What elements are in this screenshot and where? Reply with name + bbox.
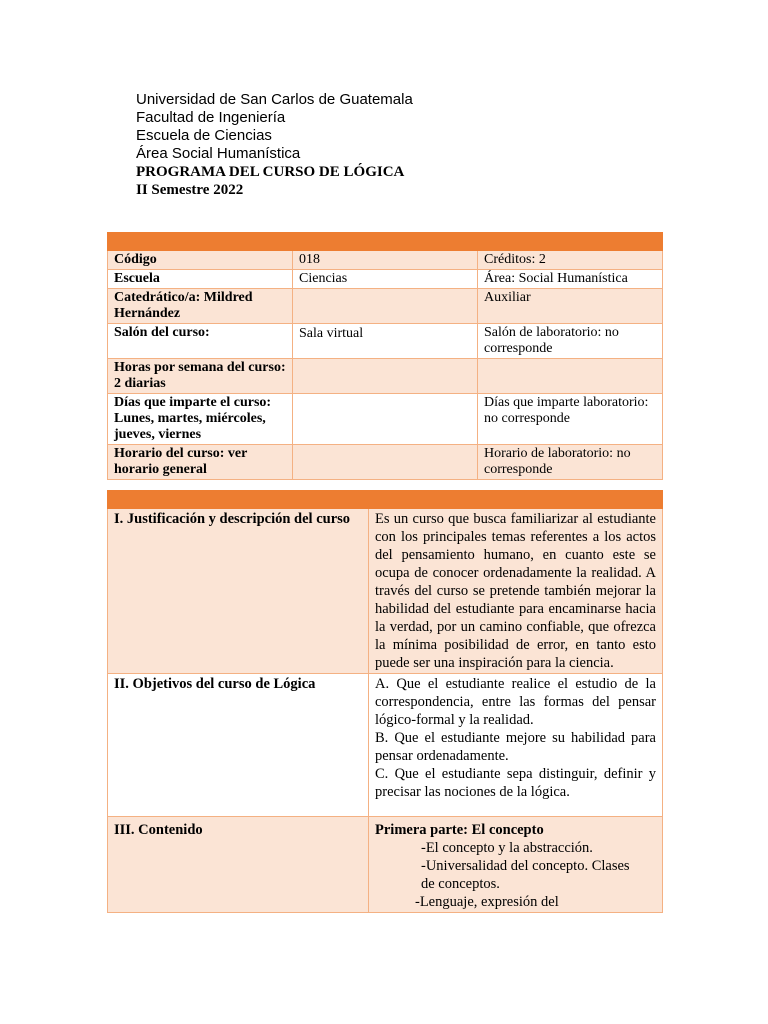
course-info-table [107,232,663,480]
table-row [108,445,663,480]
content-cell [369,817,663,913]
school-name: Escuela de Ciencias [136,127,272,144]
info-cell: Días que imparte laboratorio: no corresponde [478,394,663,445]
justification-label: I. Justificación y descripción del curso [108,509,369,674]
content-item: -El concepto y la abstracción. [421,840,593,856]
info-cell [478,359,663,394]
university-name: Universidad de San Carlos de Guatemala [136,91,413,108]
info-cell: Salón de laboratorio: no corresponde [478,324,663,359]
table-row [108,394,663,445]
info-cell [293,289,478,324]
content-label: III. Contenido [108,817,369,913]
info-cell [293,359,478,394]
table-row [108,289,663,324]
faculty-name: Facultad de Ingeniería [136,109,286,126]
table-row [108,674,663,817]
objectives-label: II. Objetivos del curso de Lógica [108,674,369,817]
table-row [108,251,663,270]
objective-c: C. Que el estudiante sepa distinguir, definir y precisar las nociones de la lógica. [375,766,656,800]
info-cell [293,445,478,480]
table-row [108,270,663,289]
table-row [108,817,663,913]
info-cell: Ciencias [293,270,478,289]
program-title: PROGRAMA DEL CURSO DE LÓGICA [136,164,405,180]
info-cell: Salón del curso: [108,324,293,359]
info-cell: Área: Social Humanística [478,270,663,289]
info-cell: 018 [293,251,478,270]
table-row [108,324,663,359]
table-header-bar [108,233,663,251]
part-title: Primera parte: El concepto [375,822,544,838]
table-row [108,359,663,394]
table-header-bar [108,491,663,509]
info-cell: Escuela [108,270,293,289]
info-cell: Horario del curso: ver horario general [108,445,293,480]
objectives-cell [369,674,663,817]
info-cell: Créditos: 2 [478,251,663,270]
info-cell: Catedrático/a: Mildred Hernández [108,289,293,324]
objective-a: A. Que el estudiante realice el estudio de la correspondencia, entre las formas del pensar lógico-formal y la realidad. [375,676,656,728]
area-name: Área Social Humanística [136,145,301,162]
info-cell [293,394,478,445]
table-row [108,509,663,674]
info-cell: Código [108,251,293,270]
info-cell: Horario de laboratorio: no corresponde [478,445,663,480]
justification-text: Es un curso que busca familiarizar al estudiante con los principales temas referentes a los actos del pensamiento humano, en cuanto este se ocupa de conocer ordenadamente la realidad. A través del curso se pretende también mejorar la habilidad del estudiante para encaminarse hacia la verdad, por un camino confiable, que ofrezca la mínima posibilidad de error, en tanto esto puede ser una inspiración para la ciencia. [369,509,663,674]
info-cell: Horas por semana del curso: 2 diarias [108,359,293,394]
semester-label: II Semestre 2022 [136,182,244,198]
content-item: -Lenguaje, expresión del [415,894,559,910]
document-header [136,91,413,199]
objective-b: B. Que el estudiante mejore su habilidad para pensar ordenadamente. [375,730,656,764]
info-cell: Sala virtual [293,324,478,359]
info-cell: Auxiliar [478,289,663,324]
course-content-table [107,490,663,913]
content-item: -Universalidad del concepto. Clases de conceptos. [421,858,630,892]
info-cell: Días que imparte el curso: Lunes, martes, miércoles, jueves, viernes [108,394,293,445]
